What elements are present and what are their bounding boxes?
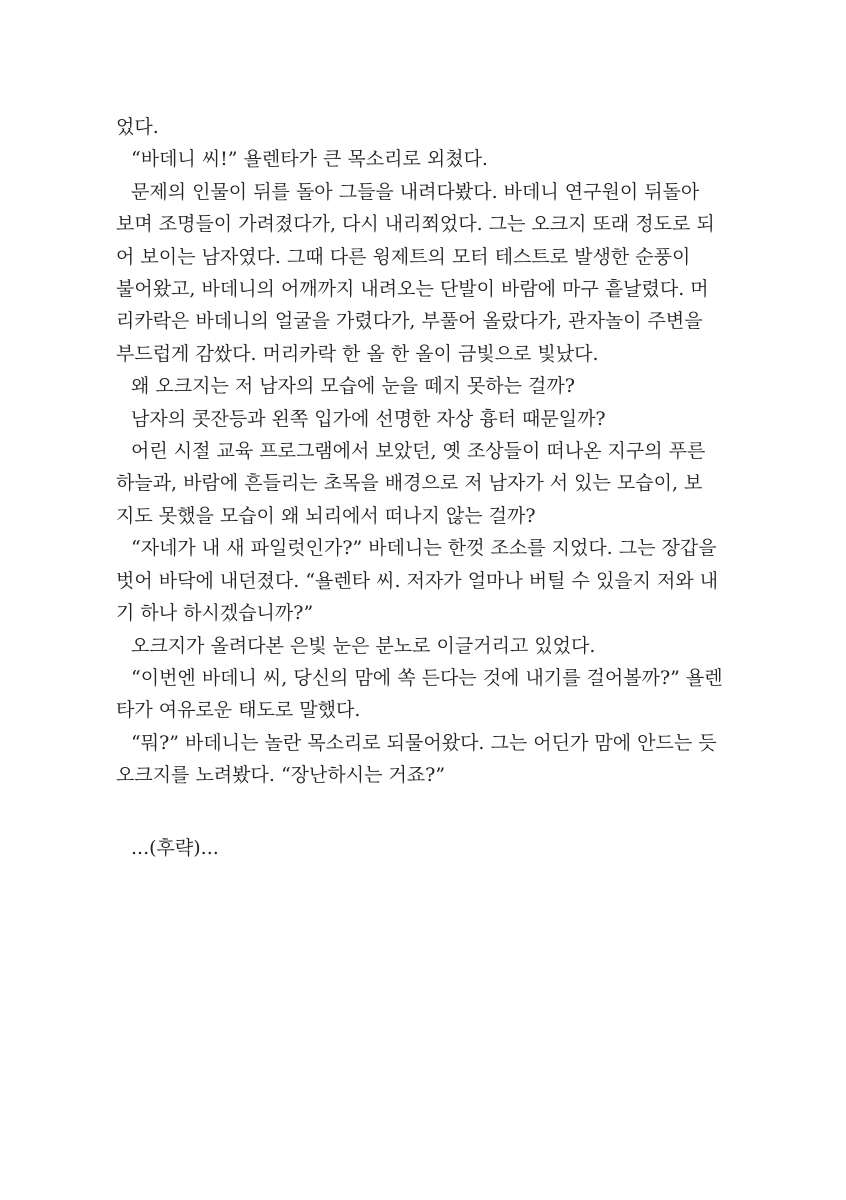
text-line: 오크지를 노려봤다. “장난하시는 거죠?”	[116, 764, 446, 787]
paragraph	[116, 403, 740, 435]
text-line: 어린 시절 교육 프로그램에서 보았던, 옛 조상들이 떠나온 지구의 푸른	[131, 440, 706, 463]
text-line: 었다.	[116, 116, 159, 138]
text-line: 부드럽게 감쌌다. 머리카락 한 올 한 올이 금빛으로 빛났다.	[116, 342, 599, 365]
text-line: 타가 여유로운 태도로 말했다.	[116, 699, 361, 722]
paragraph	[116, 435, 740, 532]
text-line: 보며 조명들이 가려졌다가, 다시 내리쬐었다. 그는 오크지 또래 정도로 되	[116, 213, 715, 236]
paragraph	[116, 727, 740, 792]
text-line: 하늘과, 바람에 흔들리는 초목을 배경으로 저 남자가 서 있는 모습이, 보	[116, 472, 703, 495]
paragraph	[116, 111, 740, 143]
text-line: 오크지가 올려다본 은빛 눈은 분노로 이글거리고 있었다.	[131, 634, 596, 657]
text-line: 기 하나 하시겠습니까?”	[116, 602, 314, 625]
story-text	[116, 111, 740, 864]
text-line: 벗어 바닥에 내던졌다. “욜렌타 씨. 저자가 얼마나 버틸 수 있을지 저와 내	[116, 569, 719, 592]
paragraph	[116, 630, 740, 662]
paragraph	[116, 662, 740, 727]
section-gap	[116, 792, 740, 832]
paragraph	[116, 532, 740, 629]
text-line: 리카락은 바데니의 얼굴을 가렸다가, 부풀어 올랐다가, 관자놀이 주변을	[116, 310, 703, 333]
omission-text: ...(후략)...	[131, 836, 219, 859]
text-line: 불어왔고, 바데니의 어깨까지 내려오는 단발이 바람에 마구 흩날렸다. 머	[116, 278, 709, 301]
text-line: 왜 오크지는 저 남자의 모습에 눈을 떼지 못하는 걸까?	[131, 375, 575, 398]
text-line: “뭐?” 바데니는 놀란 목소리로 되물어왔다. 그는 어딘가 맘에 안드는 듯	[131, 731, 717, 754]
text-line: “자네가 내 새 파일럿인가?” 바데니는 한껏 조소를 지었다. 그는 장갑을	[131, 537, 717, 560]
paragraph	[116, 176, 740, 370]
text-line: 어 보이는 남자였다. 그때 다른 윙제트의 모터 테스트로 발생한 순풍이	[116, 245, 691, 268]
text-line: “이번엔 바데니 씨, 당신의 맘에 쏙 든다는 것에 내기를 걸어볼까?” 욜렌	[131, 666, 723, 689]
text-line: 지도 못했을 모습이 왜 뇌리에서 떠나지 않는 걸까?	[116, 504, 536, 527]
text-line: 남자의 콧잔등과 왼쪽 입가에 선명한 자상 흉터 때문일까?	[131, 407, 606, 430]
text-line: “바데니 씨!” 욜렌타가 큰 목소리로 외쳤다.	[131, 148, 488, 171]
paragraph	[116, 370, 740, 402]
paragraph	[116, 143, 740, 175]
text-line: 문제의 인물이 뒤를 돌아 그들을 내려다봤다. 바데니 연구원이 뒤돌아	[131, 180, 700, 203]
omission-marker	[116, 832, 740, 864]
